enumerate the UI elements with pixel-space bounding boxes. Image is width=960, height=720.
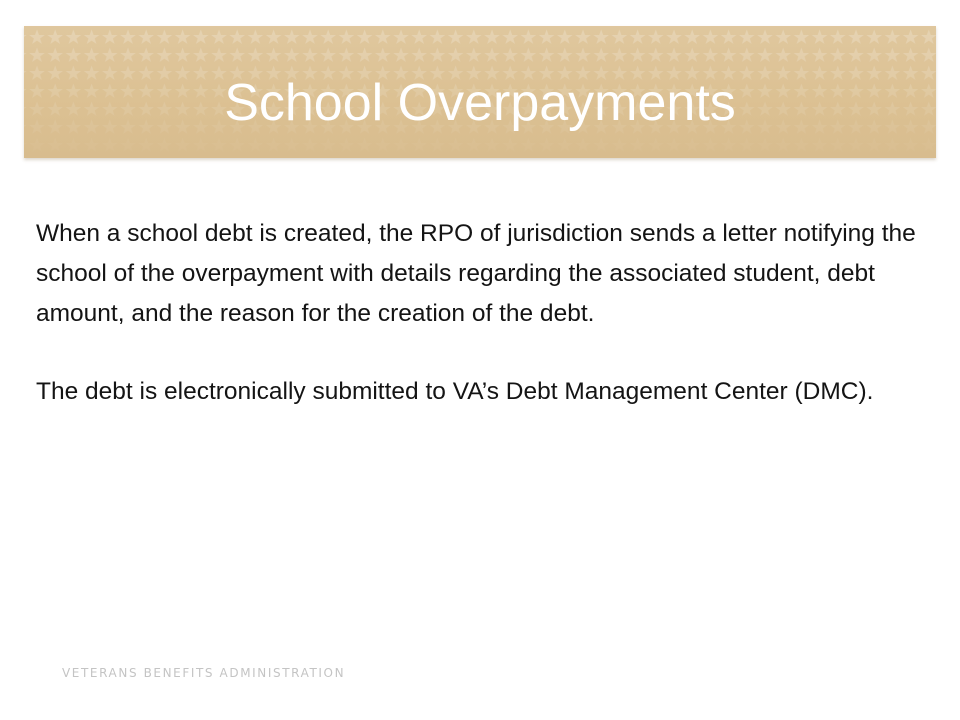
- body-paragraph: The debt is electronically submitted to VA’s Debt Management Center (DMC).: [36, 378, 874, 405]
- slide-title: School Overpayments: [224, 74, 736, 132]
- footer-organization: VETERANS BENEFITS ADMINISTRATION: [62, 666, 346, 680]
- title-banner: [24, 26, 936, 158]
- body-paragraph: When a school debt is created, the RPO of jurisdiction sends a letter notifying the school of the overpayment with details regarding the associated student, debt amount, and the reason for the creation of the debt.: [36, 220, 916, 327]
- slide-body: [36, 214, 931, 412]
